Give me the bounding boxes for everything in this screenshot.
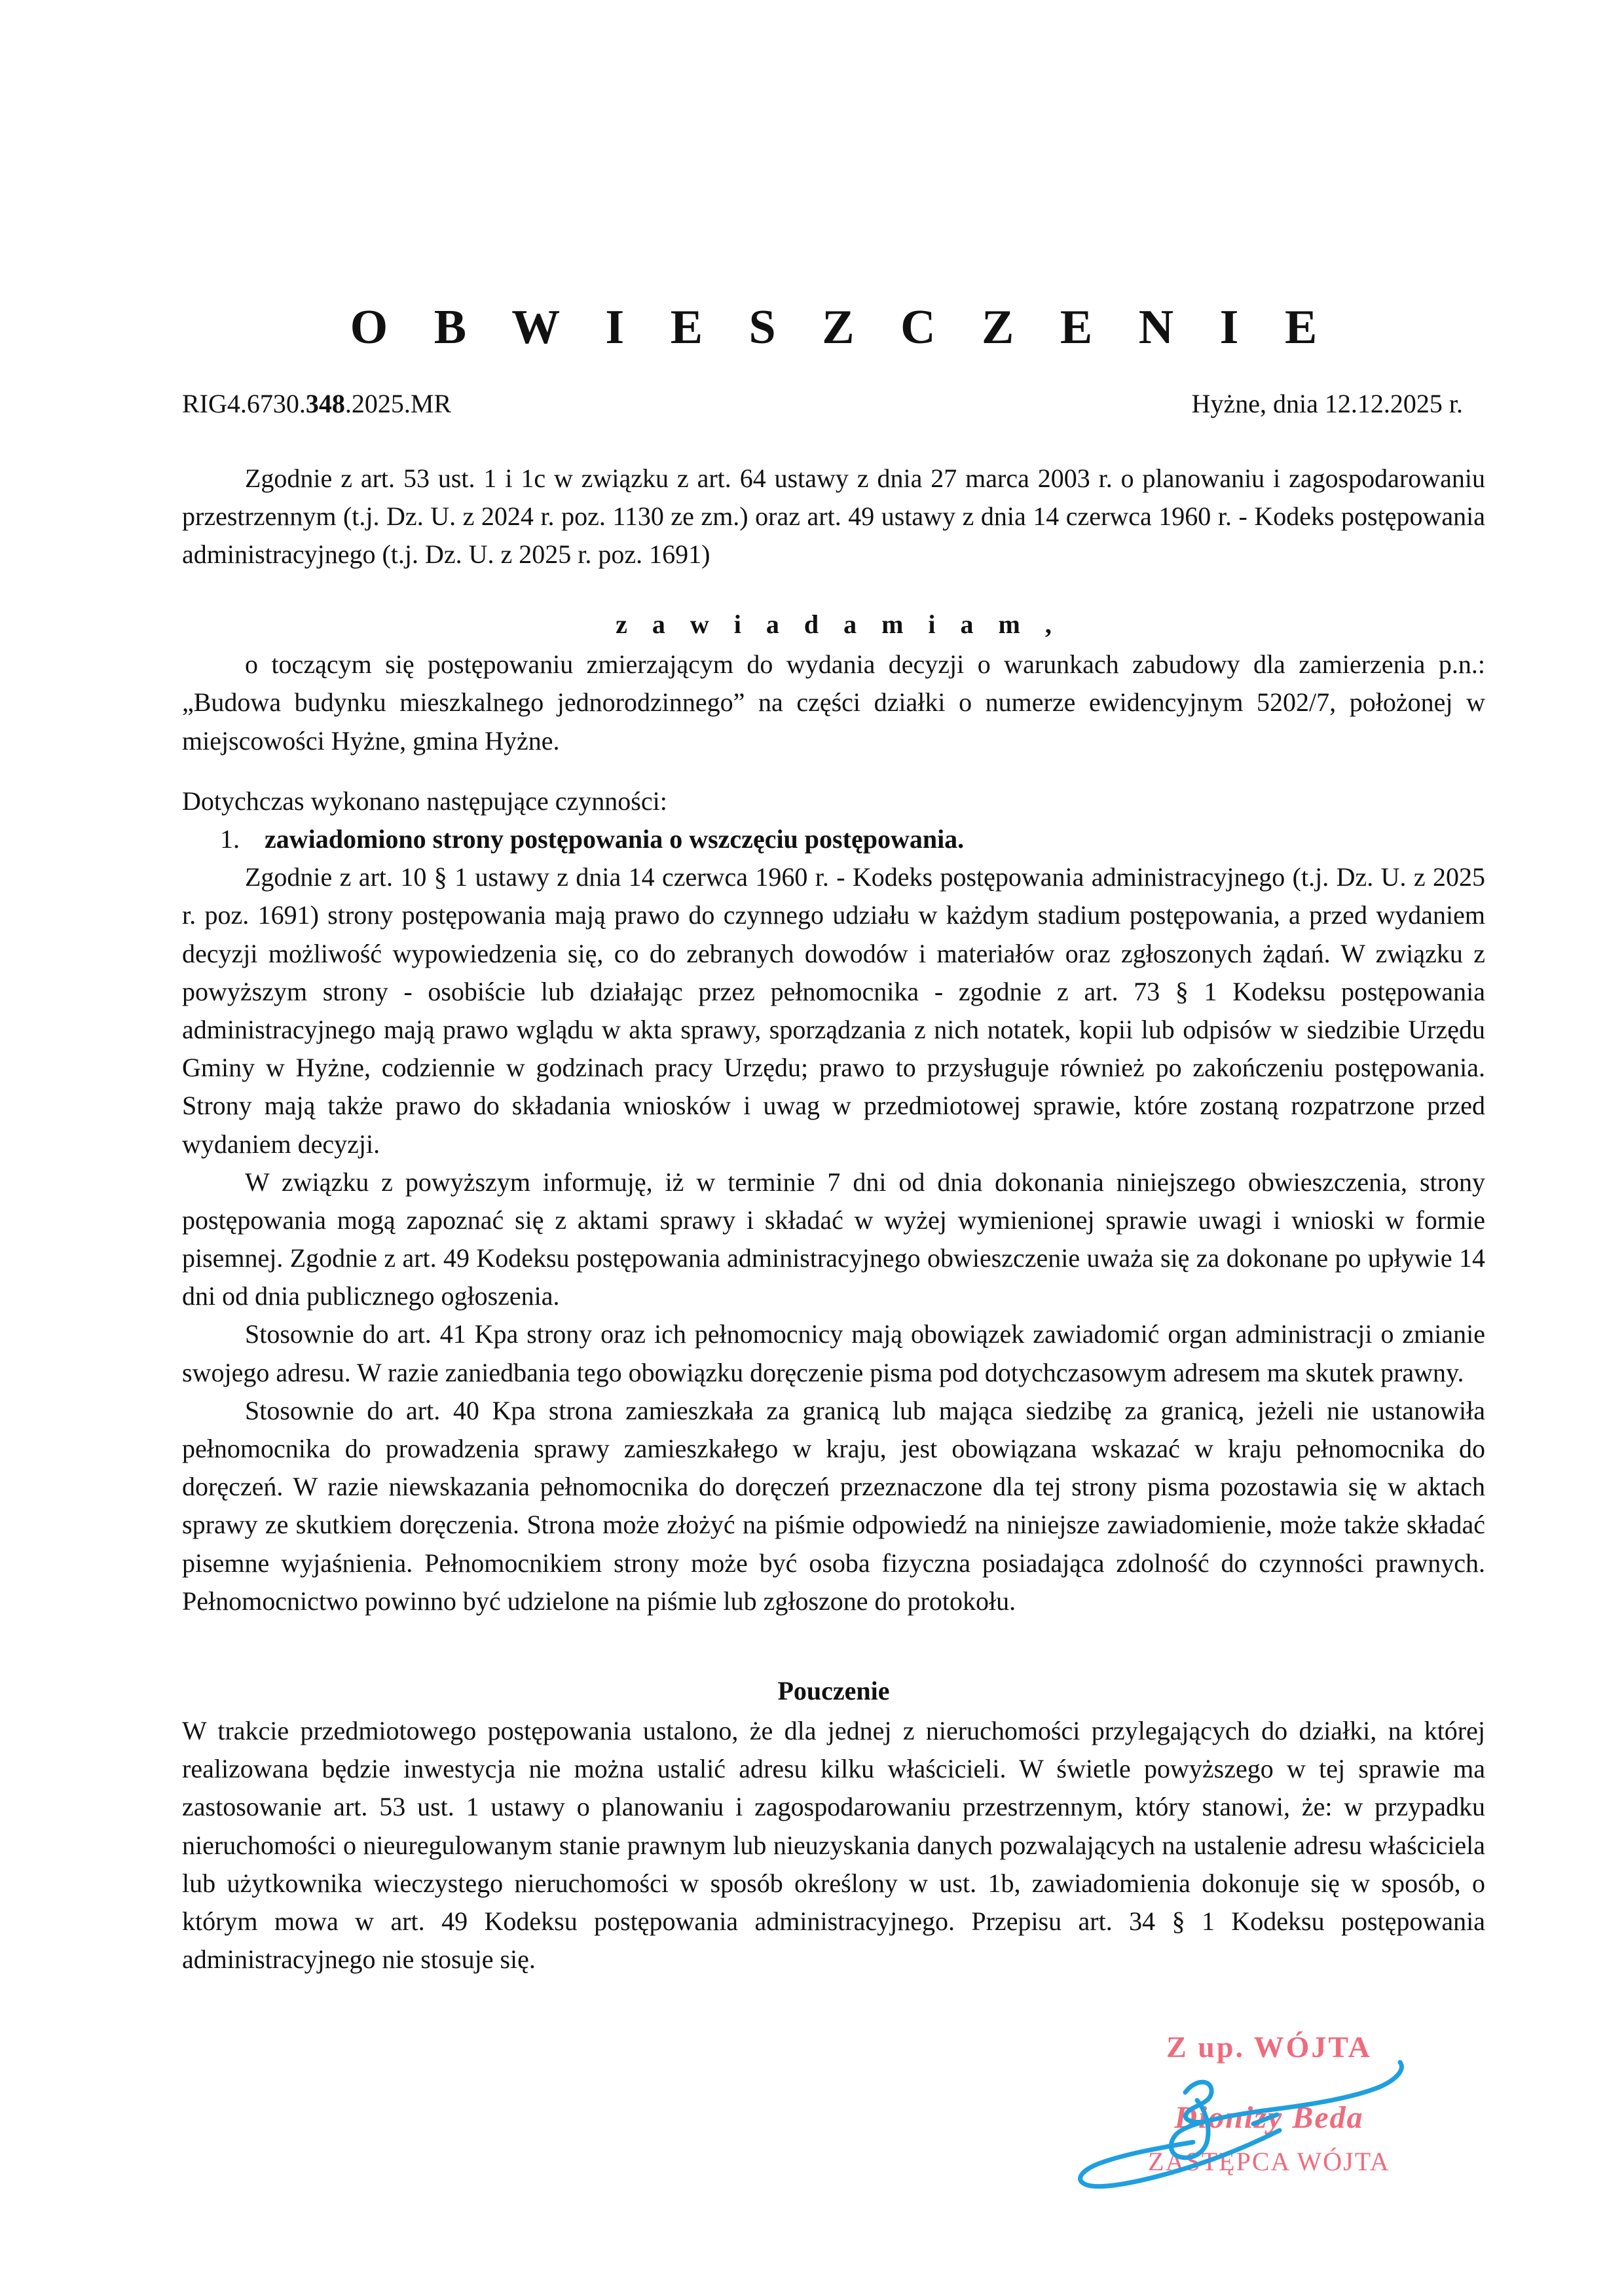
document-header-row: [182, 388, 1485, 420]
reference-number-case: 348: [305, 388, 345, 418]
actions-intro: Dotychczas wykonano następujące czynności:: [182, 786, 667, 816]
reference-number: [182, 388, 451, 420]
stamp-line-name: Dionizy Beda: [1174, 2100, 1364, 2135]
paragraph-art10: Zgodnie z art. 10 § 1 ustawy z dnia 14 czerwca 1960 r. - Kodeks postępowania administracyjnego (t.j. Dz. U. z 2025 r. poz. 1691) strony postępowania mają prawo do czynnego udziału w każdym stadium postępowania, a przed wydaniem decyzji możliwość wypowiedzenia się, co do zebranych dowodów i materiałów oraz zgłoszonych żądań. W związku z powyższym strony - osobiście lub działając przez pełnomocnika - zgodnie z art. 73 § 1 Kodeksu postępowania administracyjnego mają prawo wglądu w akta sprawy, sporządzania z nich notatek, kopii lub odpisów w siedzibie Urzędu Gminy w Hyżne, codziennie w godzinach pracy Urzędu; prawo to przysługuje również po zakończeniu postępowania. Strony mają także prawo do składania wniosków i uwag w przedmiotowej sprawie, które zostaną rozpatrzone przed wydaniem decyzji.: [182, 862, 1485, 1159]
stamp-text-block: [1073, 2026, 1466, 2177]
paragraph-art40: Stosownie do art. 40 Kpa strona zamieszkała za granicą lub mająca siedzibę za granicą, jeżeli nie ustanowiła pełnomocnika do prowadzenia sprawy zamieszkałego w kraju, jest obowiązana wskazać w kraju pełnomocnika do doręczeń. W razie niewskazania pełnomocnika do doręczeń przeznaczone dla tej strony pisma pozostawia się w aktach sprawy ze skutkiem doręczenia. Strona może złożyć na piśmie odpowiedź na niniejsze zawiadomienie, może także składać pisemne wyjaśnienia. Pełnomocnikiem strony może być osoba fizyczna posiadająca zdolność do czynności prawnych. Pełnomocnictwo powinno być udzielone na piśmie lub zgłoszone do protokołu.: [182, 1395, 1485, 1616]
paragraph-term: W związku z powyższym informuję, iż w terminie 7 dni od dnia dokonania niniejszego obwieszczenia, strony postępowania mogą zapoznać się z aktami sprawy i składać w wyżej wymienionej sprawie uwagi i wnioski w formie pisemnej. Zgodnie z art. 49 Kodeksu postępowania administracyjnego obwieszczenie uważa się za dokonane po upływie 14 dni od dnia publicznego ogłoszenia.: [182, 1167, 1485, 1311]
stamp-line-authority: Z up. WÓJTA: [1166, 2030, 1372, 2064]
notification-keyword: z a w i a d a m i a m ,: [616, 610, 1061, 640]
subject-paragraph: o toczącym się postępowaniu zmierzającym do wydania decyzji o warunkach zabudowy dla zamierzenia p.n.: „Budowa budynku mieszkalnego jednorodzinnego” na części działki o numerze ewidencyjnym 5202/7, położonej w miejscowości Hyżne, gmina Hyżne.: [182, 649, 1485, 756]
signature-stamp: [1073, 2026, 1466, 2222]
reference-number-suffix: .2025.MR: [344, 388, 452, 418]
list-item: zawiadomiono strony postępowania o wszczęciu postępowania.: [265, 824, 965, 854]
place-and-date: Hyżne, dnia 12.12.2025 r.: [1191, 388, 1463, 418]
actions-list: [182, 820, 1485, 858]
reference-number-prefix: RIG4.6730.: [182, 388, 306, 418]
pouczenie-heading: Pouczenie: [777, 1675, 890, 1705]
pouczenie-body: W trakcie przedmiotowego postępowania ustalono, że dla jednej z nieruchomości przylegających do działki, na której realizowana będzie inwestycja nie można ustalić adresu kilku właścicieli. W świetle powyższego w tej sprawie ma zastosowanie art. 53 ust. 1 ustawy o planowaniu i zagospodarowaniu przestrzennym, który stanowi, że: w przypadku nieruchomości o nieuregulowanym stanie prawnym lub nieuzyskania danych pozwalających na ustalenie adresu właściciela lub użytkownika wieczystego nieruchomości w sposób określony w ust. 1b, zawiadomienia dokonuje się w sposób, o którym mowa w art. 49 Kodeksu postępowania administracyjnego. Przepisu art. 34 § 1 Kodeksu postępowania administracyjnego nie stosuje się.: [182, 1715, 1485, 1975]
page-title: O B W I E S Z C Z E N I E: [350, 301, 1335, 354]
stamp-line-position: ZASTĘPCA WÓJTA: [1148, 2147, 1390, 2176]
paragraph-art41: Stosownie do art. 41 Kpa strony oraz ich pełnomocnicy mają obowiązek zawiadomić organ administracji o zmianie swojego adresu. W razie zaniedbania tego obowiązku doręczenie pisma pod dotychczasowym adresem ma skutek prawny.: [182, 1319, 1485, 1387]
document-content: [182, 0, 1485, 1978]
legal-basis-paragraph: Zgodnie z art. 53 ust. 1 i 1c w związku z art. 64 ustawy z dnia 27 marca 2003 r. o planowaniu i zagospodarowaniu przestrzennym (t.j. Dz. U. z 2024 r. poz. 1130 ze zm.) oraz art. 49 ustawy z dnia 14 czerwca 1960 r. - Kodeks postępowania administracyjnego (t.j. Dz. U. z 2025 r. poz. 1691): [182, 463, 1485, 570]
